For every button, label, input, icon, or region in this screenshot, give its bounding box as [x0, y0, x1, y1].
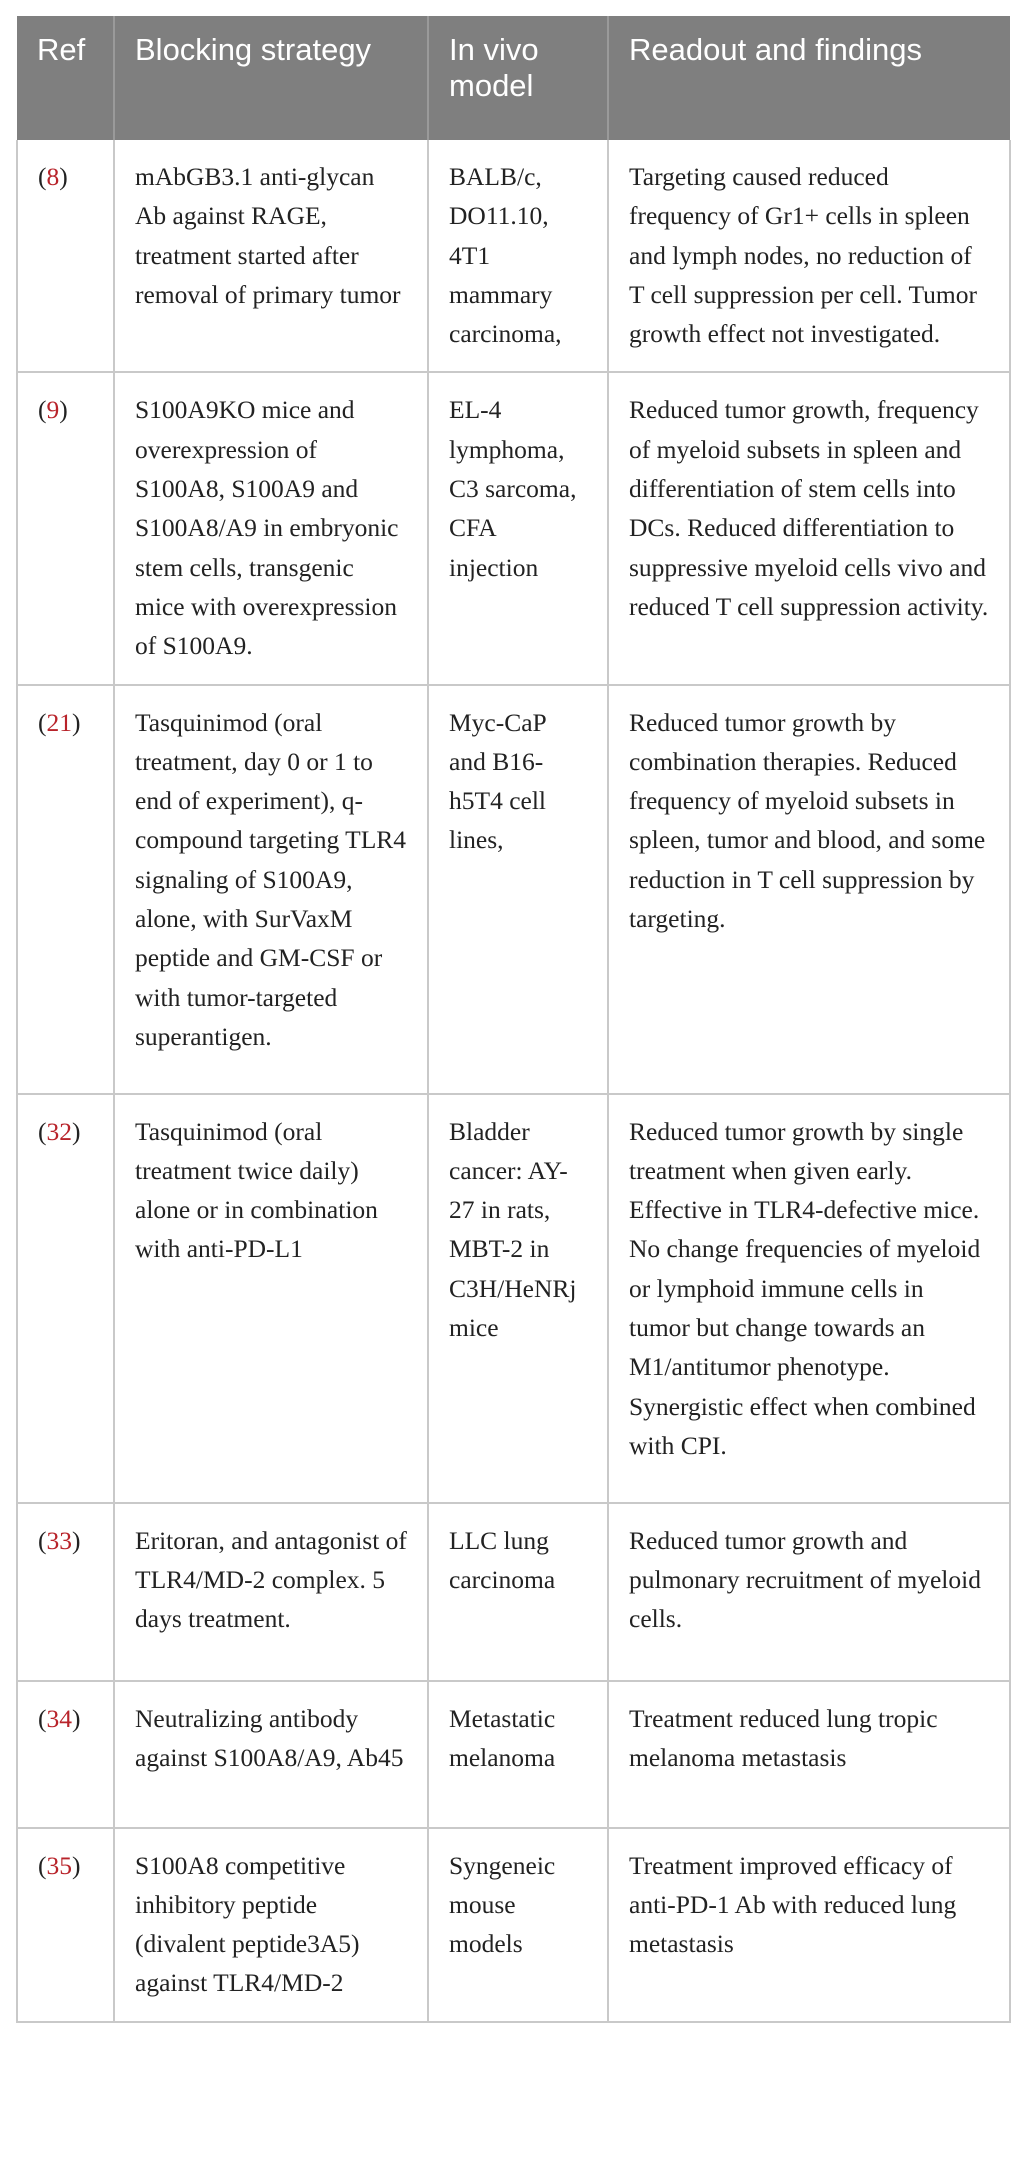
- blocking-strategy-cell: Neutralizing antibody against S100A8/A9, Ab45: [114, 1681, 428, 1828]
- ref-cell: (9): [17, 372, 114, 684]
- table-body: [17, 140, 1010, 2022]
- in-vivo-model-cell: Syngeneic mouse models: [428, 1828, 608, 2022]
- ref-cell: (32): [17, 1094, 114, 1503]
- ref-cell: (21): [17, 685, 114, 1094]
- reference-link[interactable]: 32: [46, 1116, 72, 1146]
- reference-link[interactable]: 33: [46, 1525, 72, 1555]
- table-row: [17, 685, 1010, 1094]
- blocking-strategy-cell: S100A9KO mice and overexpression of S100A8, S100A9 and S100A8/A9 in embryonic stem cells, transgenic mice with overexpression of S100A9.: [114, 372, 428, 684]
- table-header: [17, 16, 1010, 140]
- blocking-strategy-cell: mAbGB3.1 anti-glycan Ab against RAGE, treatment started after removal of primary tumor: [114, 140, 428, 372]
- reference-table: [16, 16, 1011, 2023]
- blocking-strategy-cell: S100A8 competitive inhibitory peptide (divalent peptide3A5) against TLR4/MD-2: [114, 1828, 428, 2022]
- ref-cell: (34): [17, 1681, 114, 1828]
- readout-cell: Reduced tumor growth, frequency of myeloid subsets in spleen and differentiation of stem cells into DCs. Reduced differentiation to suppressive myeloid cells vivo and reduced T cell suppression activity.: [608, 372, 1010, 684]
- header-readout: Readout and findings: [608, 16, 1010, 140]
- blocking-strategy-cell: Tasquinimod (oral treatment, day 0 or 1 to end of experiment), q-compound targeting TLR4 signaling of S100A9, alone, with SurVaxM peptide and GM-CSF or with tumor-targeted superantigen.: [114, 685, 428, 1094]
- header-row: [17, 16, 1010, 140]
- in-vivo-model-cell: Myc-CaP and B16-h5T4 cell lines,: [428, 685, 608, 1094]
- table-row: [17, 1828, 1010, 2022]
- header-blocking-strategy: Blocking strategy: [114, 16, 428, 140]
- in-vivo-model-cell: Metastatic melanoma: [428, 1681, 608, 1828]
- table-row: [17, 1503, 1010, 1681]
- table-row: [17, 372, 1010, 684]
- readout-cell: Treatment reduced lung tropic melanoma metastasis: [608, 1681, 1010, 1828]
- header-ref: Ref: [17, 16, 114, 140]
- in-vivo-model-cell: EL-4 lymphoma, C3 sarcoma, CFA injection: [428, 372, 608, 684]
- reference-link[interactable]: 9: [46, 395, 60, 425]
- in-vivo-model-cell: BALB/c, DO11.10, 4T1 mammary carcinoma,: [428, 140, 608, 372]
- ref-cell: (35): [17, 1828, 114, 2022]
- readout-cell: Targeting caused reduced frequency of Gr1+ cells in spleen and lymph nodes, no reduction of T cell suppression per cell. Tumor growth effect not investigated.: [608, 140, 1010, 372]
- readout-cell: Reduced tumor growth by single treatment when given early. Effective in TLR4-defective mice. No change frequencies of myeloid or lymphoid immune cells in tumor but change towards an M1/antitumor phenotype. Synergistic effect when combined with CPI.: [608, 1094, 1010, 1503]
- reference-link[interactable]: 34: [46, 1703, 72, 1733]
- blocking-strategy-cell: Tasquinimod (oral treatment twice daily) alone or in combination with anti-PD-L1: [114, 1094, 428, 1503]
- ref-cell: (33): [17, 1503, 114, 1681]
- blocking-strategy-cell: Eritoran, and antagonist of TLR4/MD-2 complex. 5 days treatment.: [114, 1503, 428, 1681]
- table-row: [17, 1094, 1010, 1503]
- readout-cell: Reduced tumor growth by combination therapies. Reduced frequency of myeloid subsets in spleen, tumor and blood, and some reduction in T cell suppression by targeting.: [608, 685, 1010, 1094]
- in-vivo-model-cell: Bladder cancer: AY-27 in rats, MBT-2 in C3H/HeNRj mice: [428, 1094, 608, 1503]
- readout-cell: Reduced tumor growth and pulmonary recruitment of myeloid cells.: [608, 1503, 1010, 1681]
- header-in-vivo-model: In vivo model: [428, 16, 608, 140]
- table-row: [17, 1681, 1010, 1828]
- reference-link[interactable]: 8: [46, 162, 60, 191]
- reference-link[interactable]: 35: [46, 1850, 72, 1880]
- ref-cell: (8): [17, 140, 114, 372]
- reference-link[interactable]: 21: [46, 707, 72, 737]
- in-vivo-model-cell: LLC lung carcinoma: [428, 1503, 608, 1681]
- readout-cell: Treatment improved efficacy of anti-PD-1 Ab with reduced lung metastasis: [608, 1828, 1010, 2022]
- table-row: [17, 140, 1010, 372]
